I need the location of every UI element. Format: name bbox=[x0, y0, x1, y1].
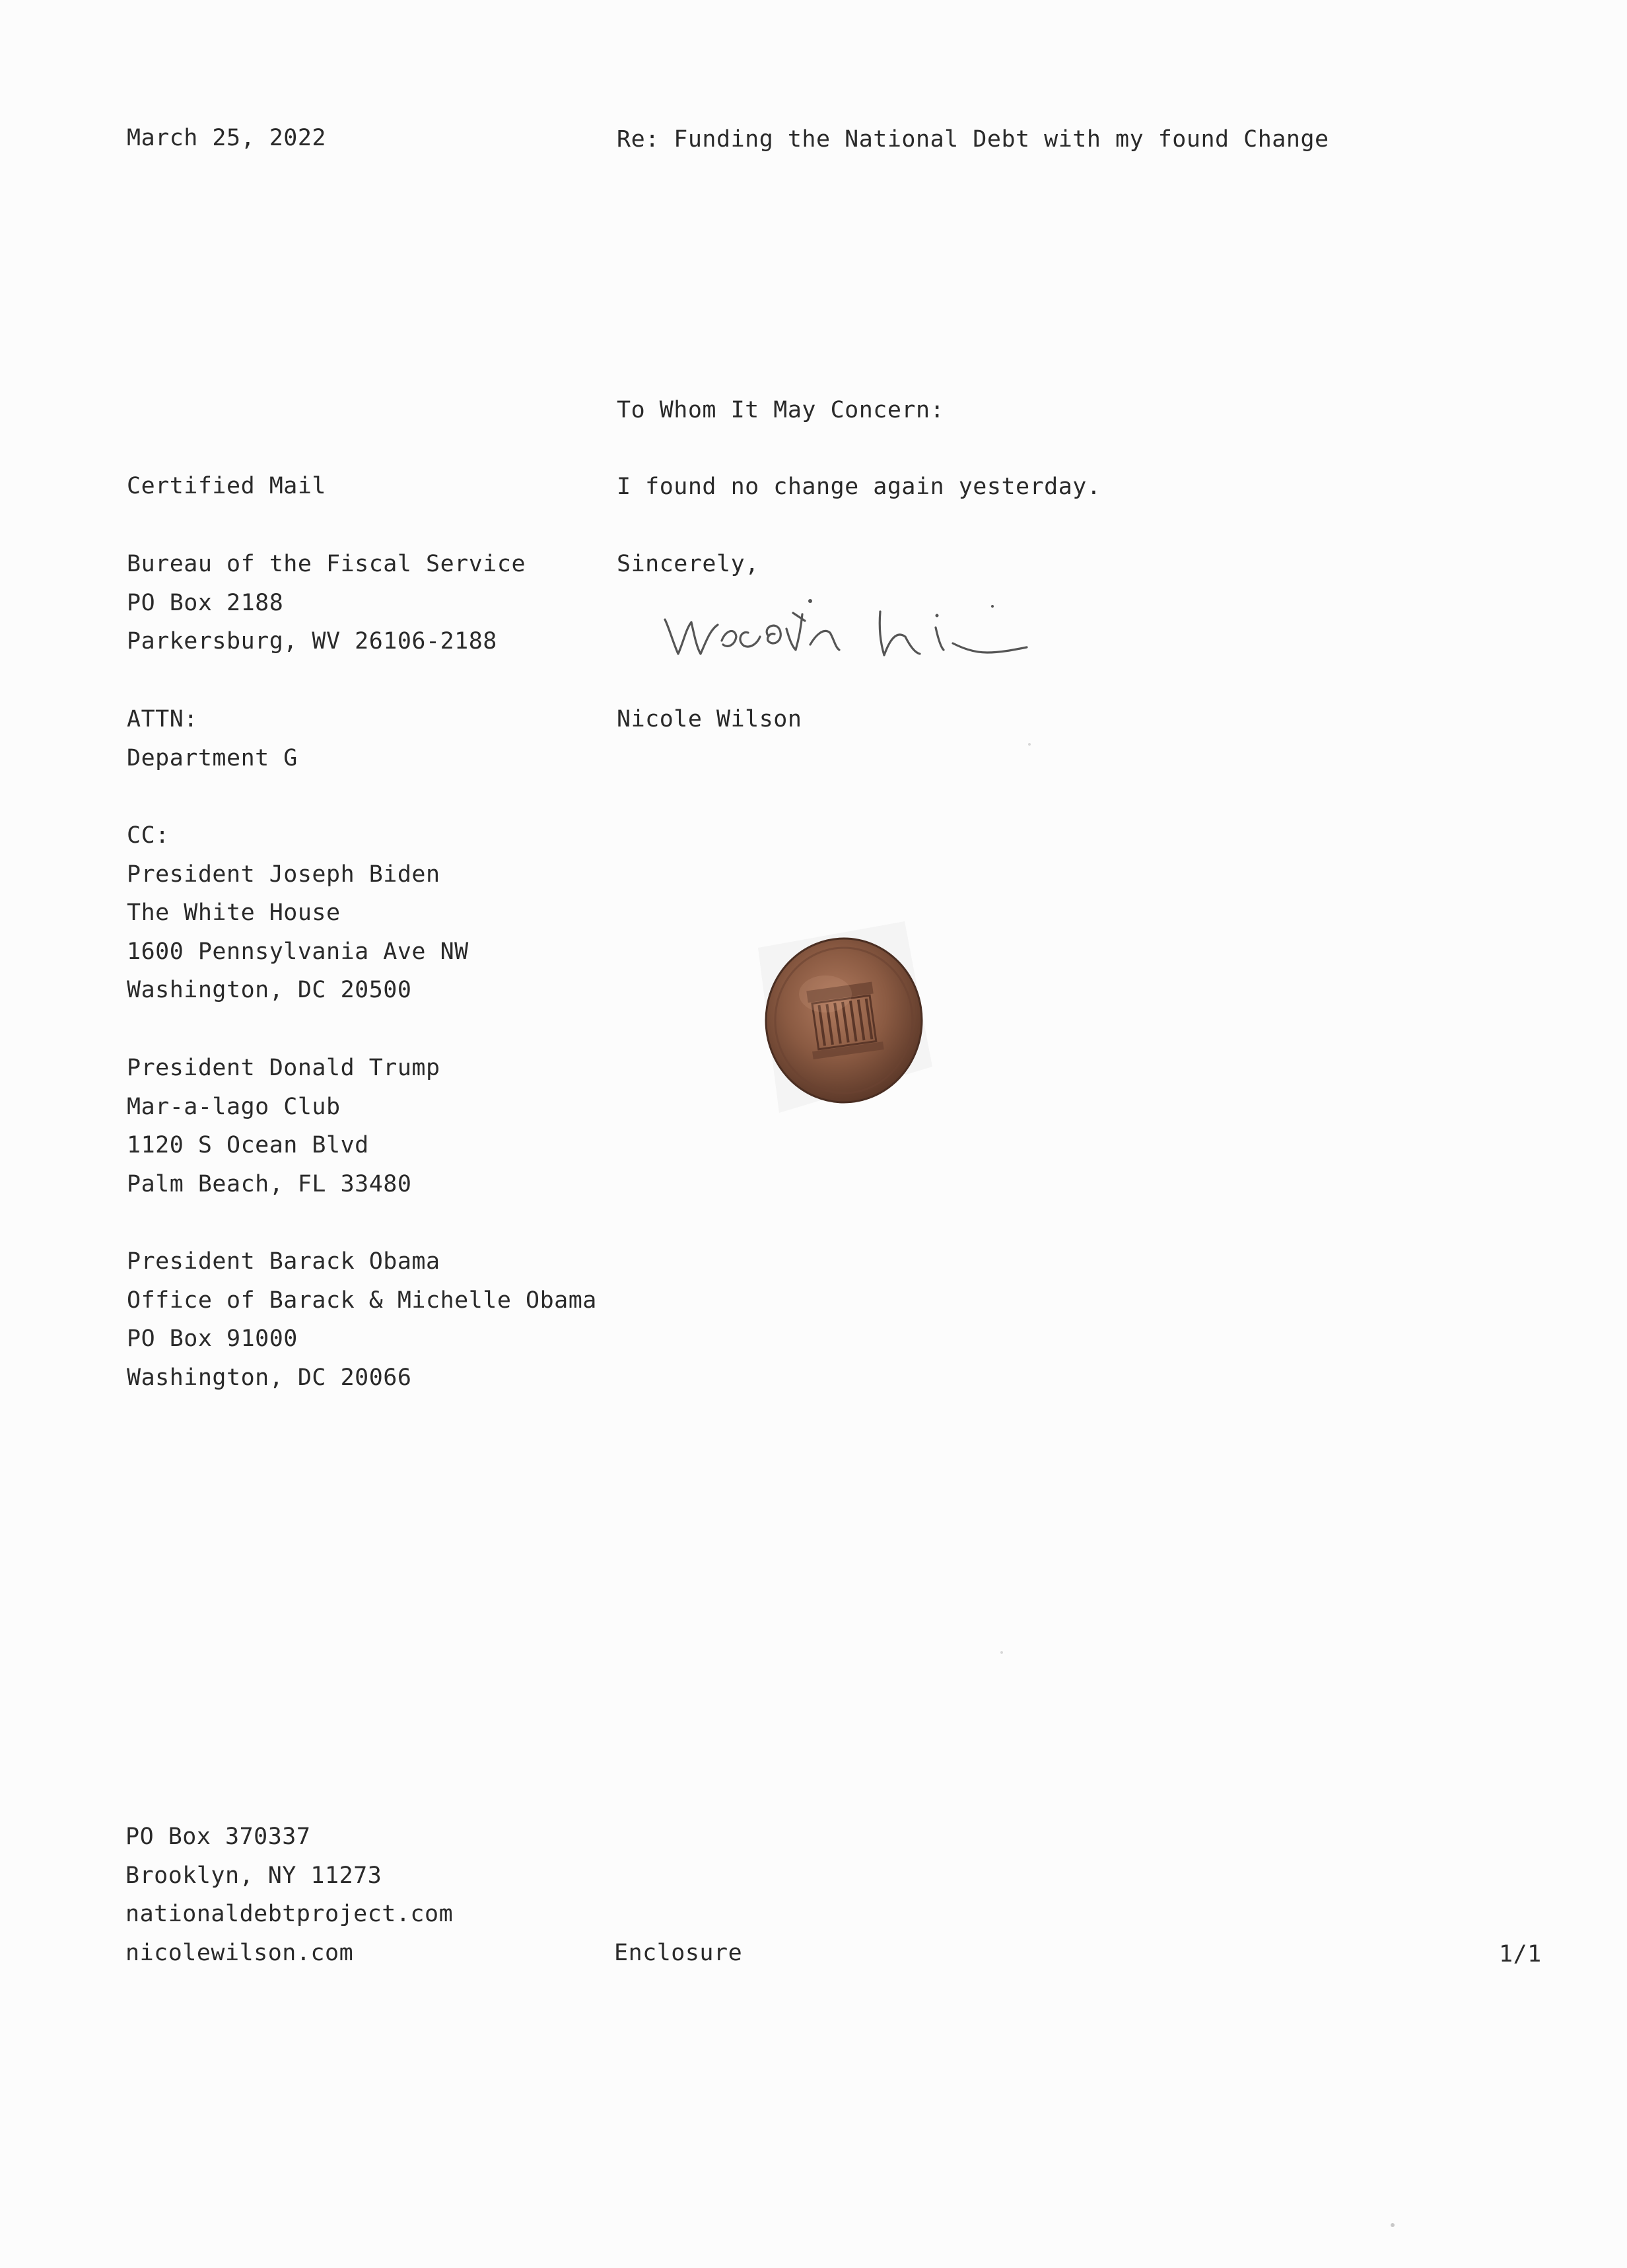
sender-line: PO Box 370337 bbox=[125, 1824, 311, 1850]
letter-body: I found no change again yesterday. bbox=[617, 474, 1101, 500]
address-line: Office of Barack & Michelle Obama bbox=[127, 1287, 597, 1314]
attention-block bbox=[127, 700, 298, 777]
sender-website: nationaldebtproject.com bbox=[125, 1901, 454, 1927]
attention-label: ATTN: bbox=[127, 706, 198, 732]
penny-coin-icon bbox=[753, 921, 938, 1113]
address-line: Palm Beach, FL 33480 bbox=[127, 1170, 412, 1197]
address-line: Washington, DC 20500 bbox=[127, 977, 412, 1003]
address-line: President Donald Trump bbox=[127, 1055, 440, 1081]
enclosure-label: Enclosure bbox=[614, 1940, 743, 1966]
address-line: President Barack Obama bbox=[127, 1248, 440, 1275]
closing: Sincerely, bbox=[617, 551, 759, 577]
address-line: PO Box 91000 bbox=[127, 1326, 298, 1352]
recipient-address bbox=[127, 545, 526, 661]
cc-block-trump bbox=[127, 1049, 440, 1203]
handwritten-signature bbox=[657, 581, 1040, 667]
address-line: Mar-a-lago Club bbox=[127, 1093, 341, 1120]
sender-address bbox=[125, 1818, 453, 1972]
address-line: Parkersburg, WV 26106-2188 bbox=[127, 628, 497, 655]
mail-class: Certified Mail bbox=[127, 473, 327, 499]
sender-website: nicolewilson.com bbox=[125, 1939, 354, 1966]
address-line: Bureau of the Fiscal Service bbox=[127, 551, 526, 577]
address-line: 1600 Pennsylvania Ave NW bbox=[127, 938, 469, 965]
address-line: Washington, DC 20066 bbox=[127, 1364, 412, 1391]
cc-block-biden bbox=[127, 816, 469, 1010]
scan-speck bbox=[1391, 2223, 1395, 2227]
salutation: To Whom It May Concern: bbox=[617, 397, 945, 423]
address-line: PO Box 2188 bbox=[127, 589, 284, 616]
letter-subject: Re: Funding the National Debt with my found Change bbox=[617, 126, 1329, 153]
address-line: The White House bbox=[127, 900, 341, 926]
letter-date: March 25, 2022 bbox=[127, 125, 327, 151]
address-line: 1120 S Ocean Blvd bbox=[127, 1132, 369, 1158]
page-number: 1/1 bbox=[1499, 1941, 1542, 1967]
address-line: President Joseph Biden bbox=[127, 861, 440, 888]
signer-name: Nicole Wilson bbox=[617, 706, 802, 732]
sender-line: Brooklyn, NY 11273 bbox=[125, 1862, 382, 1889]
scan-speck bbox=[1000, 1651, 1003, 1654]
scan-speck bbox=[1028, 743, 1031, 746]
cc-label: CC: bbox=[127, 822, 170, 849]
cc-block-obama bbox=[127, 1242, 597, 1397]
attention-department: Department G bbox=[127, 744, 298, 771]
